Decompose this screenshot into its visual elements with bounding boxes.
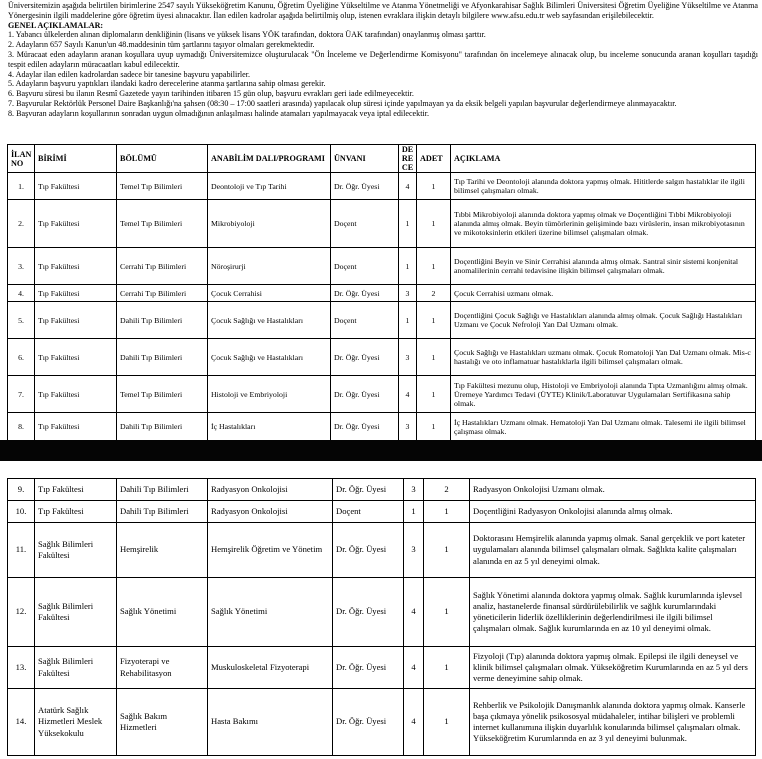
col-aciklama: AÇIKLAMA <box>451 145 756 173</box>
cell-birimi: Tıp Fakültesi <box>35 173 117 200</box>
cell-birimi: Tıp Fakültesi <box>35 413 117 441</box>
cell-aciklama: İç Hastalıkları Uzmanı olmak. Hematoloji Yan Dal Uzmanı olmak. Talesemi ile ilgili bilimsel çalışması olmak. <box>451 413 756 441</box>
cell-aciklama: Sağlık Yönetimi alanında doktora yapmış olmak. Sağlık kurumlarında işlevsel analiz, hastanelerde finansal sürdürülebilirlik ve sağlık kurumlarındaki yöneticilerin liderlik özelliklerinin değerlendirilmesi ile ilgili bilimsel çalışmaları olmak. Sağlık kurumlarında en az 10 yıl deneyimi olmak. <box>470 578 756 647</box>
cell-bolumu: Fizyoterapi ve Rehabilitasyon <box>117 647 208 689</box>
cell-derece: 1 <box>399 302 417 339</box>
cell-aciklama: Çocuk Sağlığı ve Hastalıkları uzmanı olmak. Çocuk Romatoloji Yan Dal Uzmanı olmak. Mis-c hastalığı ve oto inflamatuar hastalıklarla ilgili bilimsel çalışmaları olmak. <box>451 339 756 376</box>
cell-ilan-no: 6. <box>8 339 35 376</box>
cell-birimi: Tıp Fakültesi <box>35 376 117 413</box>
cell-derece: 1 <box>399 200 417 248</box>
table-row <box>8 523 756 578</box>
cell-unvani: Dr. Öğr. Üyesi <box>331 173 399 200</box>
cell-anabilim: Radyasyon Onkolojisi <box>208 479 333 501</box>
cell-anabilim: Çocuk Sağlığı ve Hastalıkları <box>208 302 331 339</box>
table-row <box>8 647 756 689</box>
general-note-item: 5. Adayların başvuru yaptıkları ilandaki kadro derecelerine atanma şartlarına sahip olması gerekir. <box>8 79 326 89</box>
cell-ilan-no: 11. <box>8 523 35 578</box>
cell-anabilim: Radyasyon Onkolojisi <box>208 501 333 523</box>
cell-anabilim: Mikrobiyoloji <box>208 200 331 248</box>
general-note-item: 2. Adayların 657 Sayılı Kanun'un 48.maddesinin tüm şartlarını taşıyor olmaları gerekmektedir. <box>8 40 315 50</box>
table-row <box>8 285 756 302</box>
cell-derece: 4 <box>404 689 424 756</box>
cell-ilan-no: 10. <box>8 501 35 523</box>
cell-derece: 1 <box>399 248 417 285</box>
cell-anabilim: İç Hastalıkları <box>208 413 331 441</box>
cell-aciklama: Doçentliğini Radyasyon Onkolojisi alanında almış olmak. <box>470 501 756 523</box>
cell-aciklama: Rehberlik ve Psikolojik Danışmanlık alanında doktora yapmış olmak. Kanserle başa çıkmaya yönelik psikososyal müdahaleler, intihar bilişleri ve problemli internet kullanımına ilişkin duyarlılık konularında bilimsel çalışmaları olmak. Yükseköğretim Kurumlarında en az 3 yıl deneyimi bulunmak. <box>470 689 756 756</box>
cell-anabilim: Sağlık Yönetimi <box>208 578 333 647</box>
cell-anabilim: Çocuk Sağlığı ve Hastalıkları <box>208 339 331 376</box>
cell-unvani: Dr. Öğr. Üyesi <box>331 285 399 302</box>
cell-ilan-no: 4. <box>8 285 35 302</box>
cell-unvani: Dr. Öğr. Üyesi <box>331 413 399 441</box>
intro-paragraph: Üniversitemizin aşağıda belirtilen birimlerine 2547 sayılı Yükseköğretim Kanunu, Öğretim Üyeliğine Yükseltilme ve Atanma Yönetmeliği ve Afyonkarahisar Sağlık Bilimleri Üniversitesi Öğretim Üyeliğine Yükseltilme ve Atanma Yönergesinin ilgili maddelerine göre öğretim üyesi alınacaktır. İlan edilen kadrolar aşağıda belirtilmiş olup, istenen evraklara ilişkin detaylı bilgilere www.afsu.edu.tr web sayfasından erişilebilecektir. <box>8 1 758 20</box>
cell-ilan-no: 7. <box>8 376 35 413</box>
cell-birimi: Tıp Fakültesi <box>35 285 117 302</box>
cell-bolumu: Dahili Tıp Bilimleri <box>117 302 208 339</box>
cell-unvani: Dr. Öğr. Üyesi <box>331 339 399 376</box>
cell-ilan-no: 1. <box>8 173 35 200</box>
general-note-item: 7. Başvurular Rektörlük Personel Daire Başkanlığı'na şahsen (08:30 – 17:00 saatleri arasında) yapılacak olup süresi içinde yapılmayan ya da eksik belgeli yapılan başvurular değerlendirmeye alınmayacaktır. <box>8 98 677 108</box>
table-row <box>8 376 756 413</box>
cell-bolumu: Dahili Tıp Bilimleri <box>117 501 208 523</box>
cell-anabilim: Çocuk Cerrahisi <box>208 285 331 302</box>
cell-adet: 2 <box>424 479 470 501</box>
table-header-row <box>8 145 756 173</box>
cell-birimi: Sağlık Bilimleri Fakültesi <box>35 578 117 647</box>
cell-birimi: Atatürk Sağlık Hizmetleri Meslek Yüksekokulu <box>35 689 117 756</box>
general-notes-heading: GENEL AÇIKLAMALAR: <box>8 20 104 30</box>
cell-bolumu: Dahili Tıp Bilimleri <box>117 479 208 501</box>
cell-adet: 1 <box>424 501 470 523</box>
cell-ilan-no: 14. <box>8 689 35 756</box>
table-row <box>8 173 756 200</box>
cell-adet: 1 <box>417 200 451 248</box>
positions-table-top <box>7 144 756 441</box>
table-row <box>8 200 756 248</box>
cell-unvani: Dr. Öğr. Üyesi <box>333 578 404 647</box>
cell-derece: 4 <box>399 173 417 200</box>
cell-bolumu: Cerrahi Tıp Bilimleri <box>117 248 208 285</box>
table-row <box>8 339 756 376</box>
page-break-bar <box>0 440 762 461</box>
cell-aciklama: Doktorasını Hemşirelik alanında yapmış olmak. Sanal gerçeklik ve port kateter uygulamaları alanında bilimsel çalışmaları olmak. Sağlıkta kalite çalışmaları alanında en az 5 yıl deneyimi olmak. <box>470 523 756 578</box>
cell-bolumu: Temel Tıp Bilimleri <box>117 173 208 200</box>
cell-adet: 1 <box>417 413 451 441</box>
cell-adet: 1 <box>417 339 451 376</box>
col-ilan-no: İLAN NO <box>8 145 35 173</box>
cell-adet: 1 <box>417 173 451 200</box>
cell-bolumu: Sağlık Bakım Hizmetleri <box>117 689 208 756</box>
table-row <box>8 413 756 441</box>
cell-unvani: Dr. Öğr. Üyesi <box>331 376 399 413</box>
col-unvani: ÜNVANI <box>331 145 399 173</box>
cell-birimi: Sağlık Bilimleri Fakültesi <box>35 523 117 578</box>
cell-ilan-no: 5. <box>8 302 35 339</box>
cell-aciklama: Doçentliğini Beyin ve Sinir Cerrahisi alanında almış olmak. Santral sinir sistemi konjenital anomalilerinin cerrahi tedavisine ilişkin bilimsel çalışmaları olmak. <box>451 248 756 285</box>
cell-ilan-no: 8. <box>8 413 35 441</box>
cell-adet: 1 <box>417 248 451 285</box>
general-notes-list <box>8 30 758 118</box>
cell-birimi: Tıp Fakültesi <box>35 200 117 248</box>
general-note-item: 1. Yabancı ülkelerden alınan diplomaların denkliğinin (lisans ve yüksek lisans YÖK tarafından, doktora ÜAK tarafından) onaylanmış olması şarttır. <box>8 30 486 40</box>
cell-birimi: Tıp Fakültesi <box>35 248 117 285</box>
general-note-item: 4. Adaylar ilan edilen kadrolardan sadece bir tanesine başvuru yapabilirler. <box>8 69 251 79</box>
col-anabilim: ANABİLİM DALI/PROGRAMI <box>208 145 331 173</box>
cell-derece: 3 <box>404 479 424 501</box>
cell-unvani: Dr. Öğr. Üyesi <box>333 479 404 501</box>
table-row <box>8 501 756 523</box>
general-note-item: 8. Başvuran adayların koşullarının sonradan uygun olmadığının anlaşılması halinde atamaları yapılmayacak veya iptal edilecektir. <box>8 108 429 118</box>
cell-anabilim: Hasta Bakımı <box>208 689 333 756</box>
cell-birimi: Tıp Fakültesi <box>35 501 117 523</box>
cell-anabilim: Muskuloskeletal Fizyoterapi <box>208 647 333 689</box>
cell-aciklama: Radyasyon Onkolojisi Uzmanı olmak. <box>470 479 756 501</box>
cell-aciklama: Tıp Fakültesi mezunu olup, Histoloji ve Embriyoloji alanında Tıpta Uzmanlığını almış olmak. Üremeye Yardımcı Tedavi (ÜYTE) Klinik/Laboratuvar Uygulamaları Sertifikasına sahip olmak. <box>451 376 756 413</box>
cell-bolumu: Dahili Tıp Bilimleri <box>117 339 208 376</box>
table-row <box>8 302 756 339</box>
cell-derece: 4 <box>399 376 417 413</box>
cell-anabilim: Nöroşirurji <box>208 248 331 285</box>
table-row <box>8 248 756 285</box>
cell-birimi: Tıp Fakültesi <box>35 302 117 339</box>
cell-bolumu: Cerrahi Tıp Bilimleri <box>117 285 208 302</box>
col-derece: DE RE CE <box>399 145 417 173</box>
cell-derece: 3 <box>399 285 417 302</box>
positions-table-bottom <box>7 478 756 756</box>
cell-unvani: Dr. Öğr. Üyesi <box>333 689 404 756</box>
cell-adet: 1 <box>424 689 470 756</box>
cell-ilan-no: 13. <box>8 647 35 689</box>
cell-aciklama: Çocuk Cerrahisi uzmanı olmak. <box>451 285 756 302</box>
cell-adet: 1 <box>424 523 470 578</box>
cell-derece: 4 <box>404 647 424 689</box>
cell-birimi: Tıp Fakültesi <box>35 339 117 376</box>
cell-derece: 3 <box>404 523 424 578</box>
cell-aciklama: Tıbbi Mikrobiyoloji alanında doktora yapmış olmak ve Doçentliğini Tıbbi Mikrobiyoloji alanında almış olmak. Beyin tümörlerinin gelişiminde bazı virüslerin, insan mikrobiyotasının ve mikotoksinlerin etkileri üzerine bilimsel çalışmaları olmak. <box>451 200 756 248</box>
col-adet: ADET <box>417 145 451 173</box>
cell-derece: 1 <box>404 501 424 523</box>
cell-unvani: Doçent <box>331 200 399 248</box>
cell-derece: 3 <box>399 339 417 376</box>
cell-ilan-no: 12. <box>8 578 35 647</box>
cell-bolumu: Hemşirelik <box>117 523 208 578</box>
cell-aciklama: Doçentliğini Çocuk Sağlığı ve Hastalıkları alanında almış olmak. Çocuk Sağlığı Hastalıkları Uzmanı ve Çocuk Nefroloji Yan Dal Uzmanı olmak. <box>451 302 756 339</box>
cell-anabilim: Deontoloji ve Tıp Tarihi <box>208 173 331 200</box>
cell-adet: 1 <box>417 376 451 413</box>
cell-unvani: Doçent <box>333 501 404 523</box>
cell-anabilim: Hemşirelik Öğretim ve Yönetim <box>208 523 333 578</box>
cell-ilan-no: 3. <box>8 248 35 285</box>
table-row <box>8 689 756 756</box>
cell-bolumu: Sağlık Yönetimi <box>117 578 208 647</box>
cell-unvani: Doçent <box>331 248 399 285</box>
cell-anabilim: Histoloji ve Embriyoloji <box>208 376 331 413</box>
cell-bolumu: Temel Tıp Bilimleri <box>117 200 208 248</box>
general-note-item: 6. Başvuru süresi bu ilanın Resmî Gazetede yayın tarihinden itibaren 15 gün olup, başvuru evrakları geri iade edilmeyecektir. <box>8 89 414 99</box>
cell-ilan-no: 2. <box>8 200 35 248</box>
cell-adet: 2 <box>417 285 451 302</box>
general-note-item: 3. Müracaat eden adayların aranan koşullara uyup uymadığı Üniversitemizce oluşturulacak "Ön İnceleme ve Değerlendirme Komisyonu" tarafından ön incelemeye alınacak olup, bu inceleme sonucunda aranan koşulları taşıdığı tespit edilen adayların müracaatları kabul edilecektir. <box>8 49 758 69</box>
cell-unvani: Dr. Öğr. Üyesi <box>333 523 404 578</box>
col-bolumu: BÖLÜMÜ <box>117 145 208 173</box>
cell-adet: 1 <box>424 647 470 689</box>
announcement-intro <box>8 1 758 119</box>
cell-aciklama: Tıp Tarihi ve Deontoloji alanında doktora yapmış olmak. Hititlerde salgın hastalıklar ile ilgili bilimsel çalışmaları olmak. <box>451 173 756 200</box>
cell-bolumu: Temel Tıp Bilimleri <box>117 376 208 413</box>
cell-aciklama: Fizyoloji (Tıp) alanında doktora yapmış olmak. Epilepsi ile ilgili deneysel ve klinik bilimsel çalışmaları olmak. Yükseköğretim Kurumlarında en az 5 yıl ders verme deneyimine sahip olmak. <box>470 647 756 689</box>
cell-birimi: Sağlık Bilimleri Fakültesi <box>35 647 117 689</box>
table-row <box>8 578 756 647</box>
cell-birimi: Tıp Fakültesi <box>35 479 117 501</box>
cell-bolumu: Dahili Tıp Bilimleri <box>117 413 208 441</box>
col-birimi: BİRİMİ <box>35 145 117 173</box>
cell-derece: 3 <box>399 413 417 441</box>
table-row <box>8 479 756 501</box>
cell-unvani: Dr. Öğr. Üyesi <box>333 647 404 689</box>
cell-derece: 4 <box>404 578 424 647</box>
cell-unvani: Doçent <box>331 302 399 339</box>
cell-adet: 1 <box>417 302 451 339</box>
cell-ilan-no: 9. <box>8 479 35 501</box>
cell-adet: 1 <box>424 578 470 647</box>
